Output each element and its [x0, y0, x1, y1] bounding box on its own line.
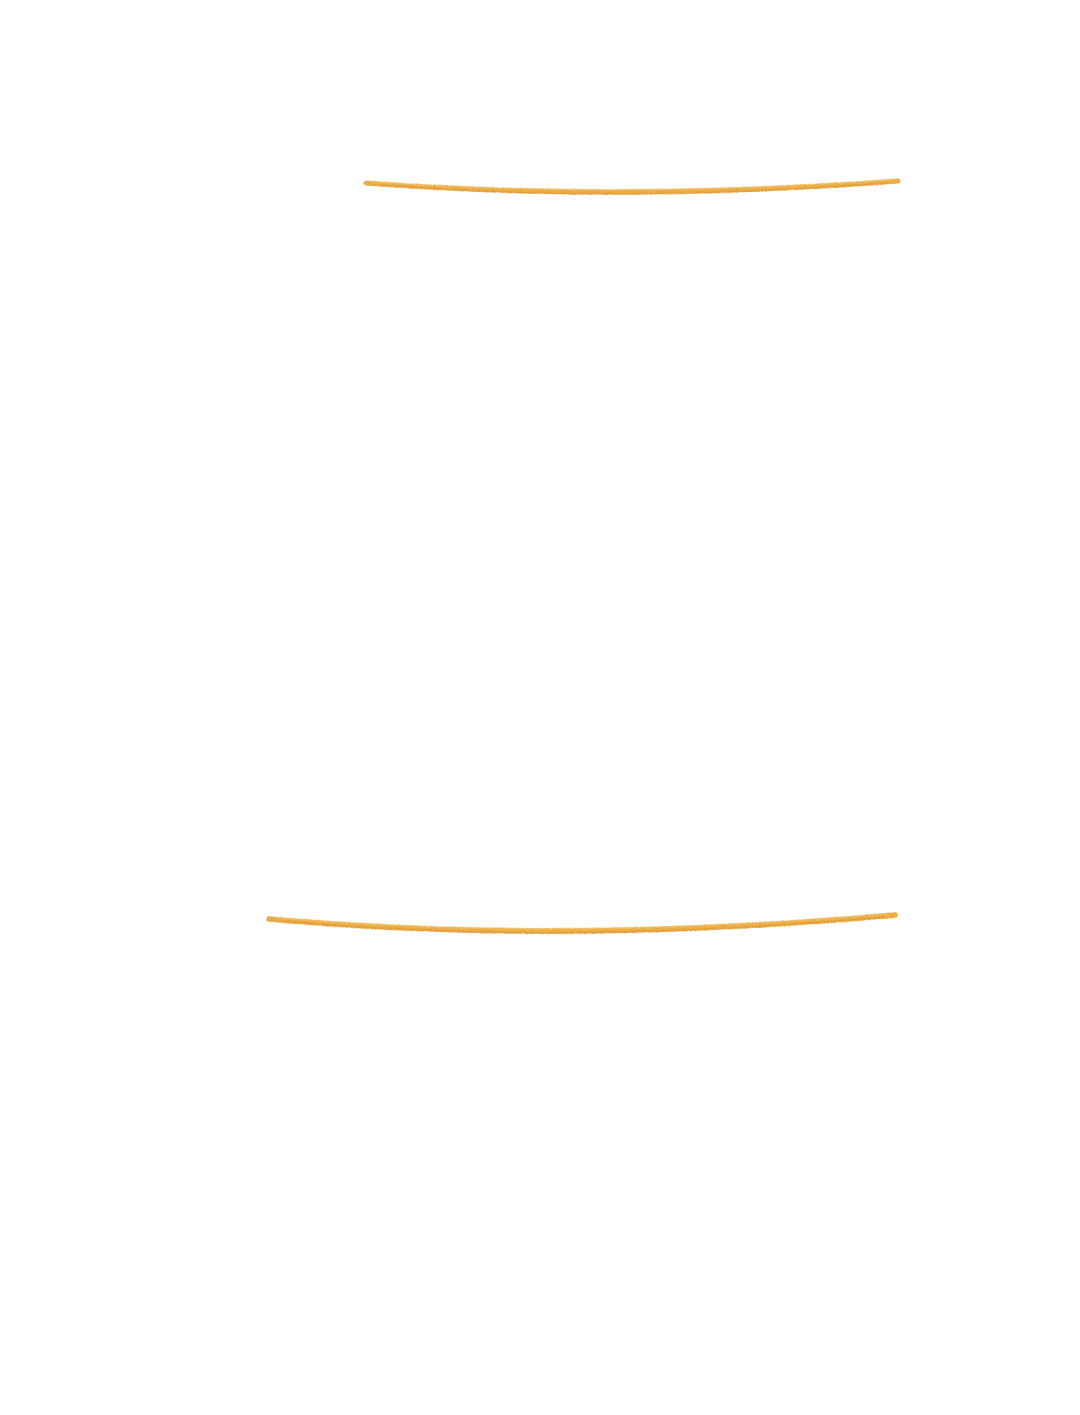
top-gold-stroke: [366, 180, 898, 194]
bottom-gold-stroke: [269, 914, 895, 933]
